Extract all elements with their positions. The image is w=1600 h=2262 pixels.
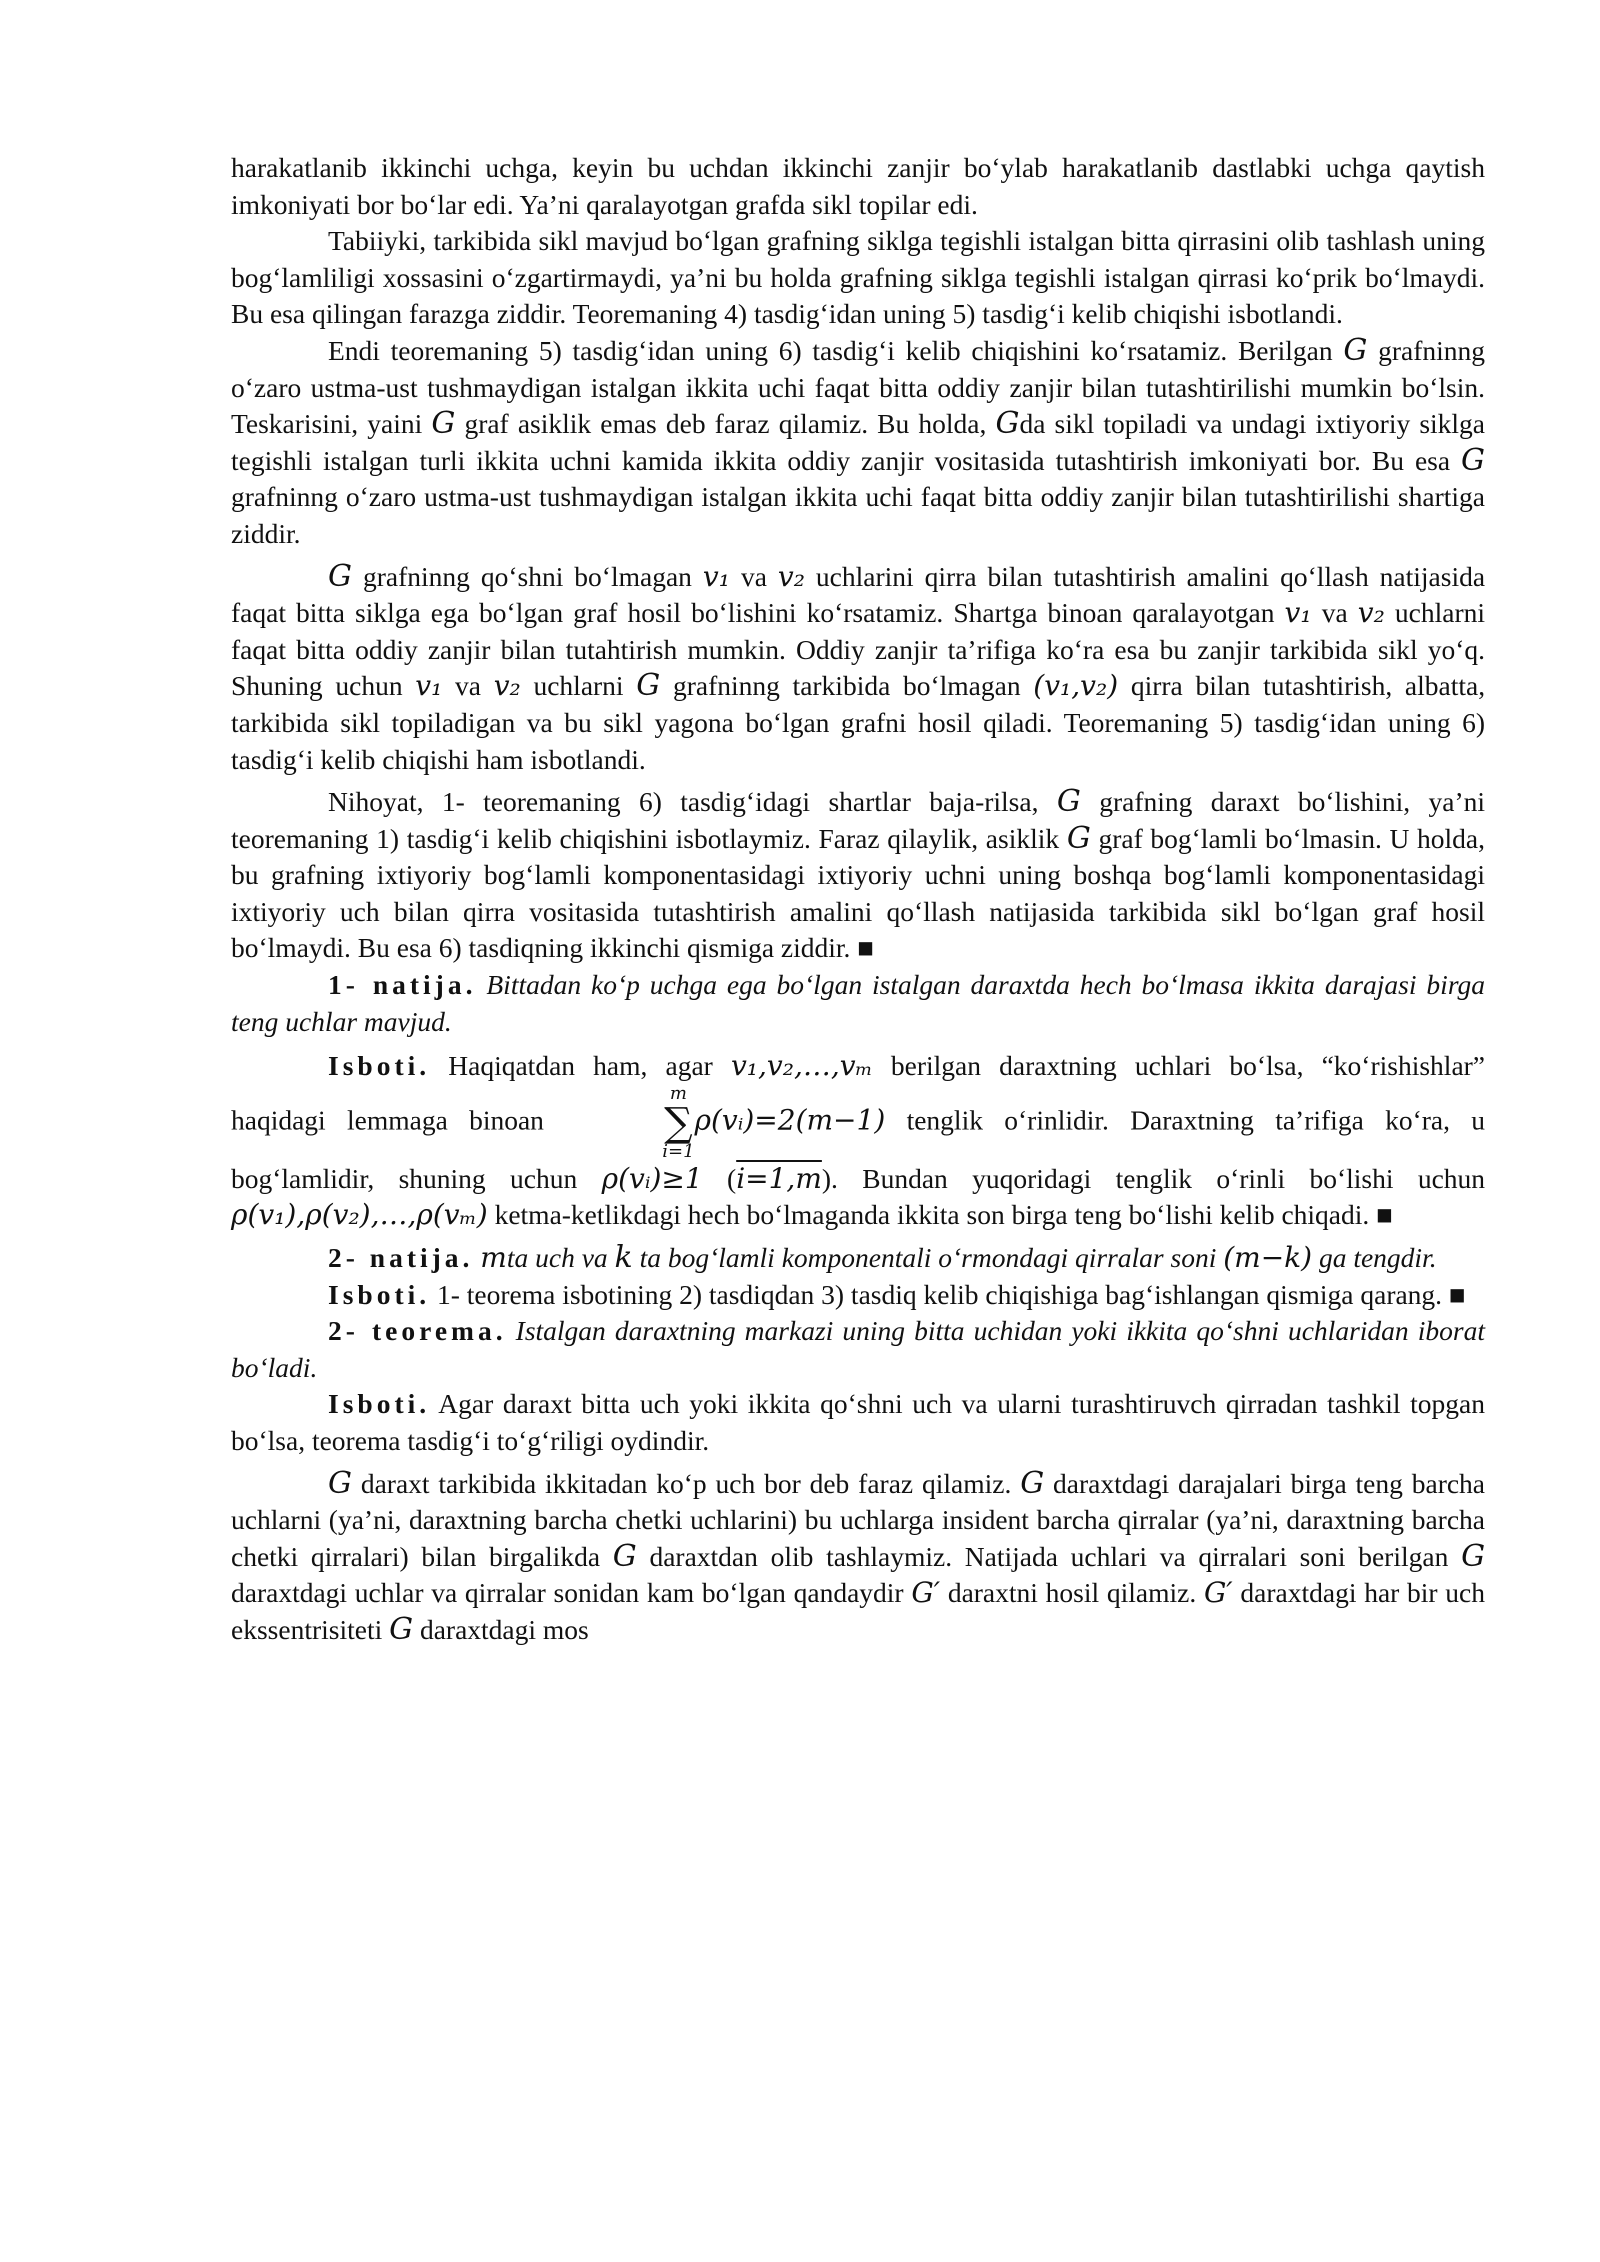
p6-text-d: daraxtdagi uchlar va qirralar sonidan kam bo‘lgan qandaydir <box>231 1577 904 1609</box>
proof-1-text-b: berilgan daraxtning uchlari bo‘lsa, <box>890 1050 1304 1082</box>
p4-text-d: va <box>1321 597 1348 629</box>
p4-text-g: uchlarni <box>533 670 624 702</box>
math-vertex-sequence: v₁,v₂,…,vₘ <box>730 1049 873 1083</box>
corollary-2-heading: 2- natija. <box>328 1242 474 1274</box>
theorem-2-statement: Istalgan daraxtning markazi uning bitta uchidan yoki ikkita qo‘shni uchlaridan iborat bo‘ladi. <box>231 1315 1485 1383</box>
paragraph-3 <box>231 333 1485 553</box>
paragraph-1: harakatlanib ikkinchi uchga, keyin bu uchdan ikkinchi zanjir bo‘ylab harakatlanib dastlabki uchga qaytish imkoniyati bor bo‘lar edi. Ya’ni qaralayotgan grafda sikl topilar edi. <box>231 152 1485 220</box>
proof-1-text-d: tenglik o‘rinlidir. Daraxtning ta’rifiga ko‘ra, u bog‘lamlidir, shuning uchun <box>231 1104 1486 1194</box>
proof-1-text-c: “ko‘rishishlar” haqidagi lemmaga binoan <box>231 1050 1486 1136</box>
math-v1: v₁ <box>702 559 730 593</box>
sum-sign: ∑ <box>664 1099 693 1146</box>
math-G: G <box>328 558 352 594</box>
p6-text-c: daraxtdan olib tashlaymiz. Natijada uchlari va qirralari soni berilgan <box>649 1540 1449 1572</box>
p6-text-b: daraxtdagi darajalari birga teng barcha uchlarni (ya’ni, daraxtning barcha chetki uchlarini) bu uchlarga insident barcha qirralar (ya’ni, daraxtning barcha chetki qirralari) bilan birgalikda <box>231 1467 1486 1572</box>
corollary-2-text-a: ta uch va <box>506 1242 608 1274</box>
p4-text-h: grafninng tarkibida bo‘lmagan <box>672 670 1021 702</box>
math-G: G <box>431 406 456 442</box>
p3-text-d: da sikl topiladi va undagi ixtiyoriy siklga tegishli istalgan turli ikkita uchni kamida ikkita oddiy zanjir vositasida tutashtirish imkoniyati bor. Bu esa <box>231 408 1486 476</box>
math-m-minus-k: (m−k) <box>1223 1241 1313 1275</box>
proof-3 <box>231 1386 1485 1459</box>
math-G: G <box>389 1611 414 1647</box>
math-edge-v1-v2: (v₁,v₂) <box>1033 669 1119 703</box>
proof-1-text-a: Haqiqatdan ham, agar <box>448 1050 713 1082</box>
p3-text-b: grafninng o‘zaro ustma-ust tushmaydigan istalgan ikkita uchi faqat bitta oddiy zanjir bilan tutashtirilishi mumkin bo‘lsin. Teskarisini, yaini <box>231 334 1485 440</box>
p4-text-a: grafninng qo‘shni bo‘lmagan <box>362 560 692 592</box>
math-G: G <box>995 406 1020 442</box>
theorem-2-heading: 2- teorema. <box>328 1315 507 1347</box>
p3-text-a: Endi teoremaning 5) tasdig‘idan uning 6) tasdig‘i kelib chiqishini ko‘rsatamiz. Berilgan <box>328 334 1333 366</box>
math-G-prime: G′ <box>1203 1576 1233 1610</box>
proof-1 <box>231 1048 1485 1234</box>
math-rho-sequence: ρ(v₁),ρ(v₂),…,ρ(vₘ) <box>231 1198 488 1232</box>
proof-3-heading: Isboti. <box>328 1388 431 1420</box>
math-degree-sum <box>565 1082 695 1162</box>
math-G: G <box>636 668 661 704</box>
math-m: m <box>480 1241 507 1275</box>
math-range-open: ( <box>727 1162 737 1194</box>
p6-text-e: daraxtni hosil qilamiz. <box>947 1577 1197 1609</box>
math-G: G <box>1020 1465 1045 1501</box>
math-G-prime: G′ <box>911 1576 941 1610</box>
proof-2 <box>231 1277 1485 1314</box>
corollary-1 <box>231 967 1485 1040</box>
corollary-2-text-b: ta bog‘lamli komponentali o‘rmondagi qirralar soni <box>639 1242 1217 1274</box>
p4-text-b: va <box>740 560 767 592</box>
proof-2-text: 1- teorema isbotining 2) tasdiqdan 3) tasdiq kelib chiqishiga bag‘ishlangan qismiga qarang. ■ <box>437 1278 1466 1310</box>
p5-text-a: Nihoyat, 1- teoremaning 6) tasdig‘idagi shartlar baja-rilsa, <box>328 786 1039 818</box>
document-page <box>231 150 1485 1649</box>
math-rho-ge-1: ρ(vᵢ)≥1 <box>601 1161 703 1195</box>
math-G: G <box>1343 332 1368 368</box>
math-v1: v₁ <box>1284 596 1312 630</box>
math-degree-sum-body: ρ(vᵢ)=2(m−1) <box>694 1103 886 1137</box>
sum-upper-limit: m <box>669 1082 687 1104</box>
theorem-2 <box>231 1313 1485 1386</box>
math-G: G <box>1461 1538 1486 1574</box>
math-G: G <box>1461 442 1486 478</box>
p4-text-e: uchlarni faqat bitta oddiy zanjir bilan tutahtirish mumkin. Oddiy zanjir ta’rifiga ko‘ra esa bu zanjir tarkibida sikl yo‘q. Shuning uchun <box>231 597 1485 702</box>
math-k: k <box>614 1240 633 1276</box>
paragraph-6 <box>231 1466 1485 1649</box>
p4-text-c: uchlarini qirra bilan tutashtirish amalini qo‘llash natijasida faqat bitta siklga ega bo‘lgan graf hosil bo‘lishini ko‘rsatamiz. Shartga binoan qaralayotgan <box>231 560 1486 629</box>
corollary-1-heading: 1- natija. <box>328 969 477 1001</box>
p6-text-f: daraxtdagi har bir uch ekssentrisiteti <box>231 1577 1486 1645</box>
proof-2-heading: Isboti. <box>328 1278 431 1310</box>
math-v2: v₂ <box>1357 596 1385 630</box>
math-v2: v₂ <box>777 559 805 593</box>
p6-text-a: daraxt tarkibida ikkitadan ko‘p uch bor deb faraz qilamiz. <box>360 1467 1012 1499</box>
p3-text-c: graf asiklik emas deb faraz qilamiz. Bu holda, <box>464 408 987 440</box>
corollary-2-text-c: ga tengdir. <box>1318 1242 1437 1274</box>
math-G: G <box>612 1538 637 1574</box>
math-index-range: i=1,m <box>736 1161 822 1195</box>
corollary-2 <box>231 1240 1485 1277</box>
p4-text-i: qirra bilan tutashtirish, albatta, tarkibida sikl topiladigan va bu sikl yagona bo‘lgan grafni hosil qiladi. Teoremaning 5) tasdig‘idan uning 6) tasdig‘i kelib chiqishi ham isbotlandi. <box>231 670 1486 775</box>
math-G: G <box>328 1465 352 1501</box>
proof-1-text-f: ketma-ketlikdagi hech bo‘lmaganda ikkita son birga teng bo‘lishi kelib chiqadi. ■ <box>494 1199 1393 1231</box>
proof-1-heading: Isboti. <box>328 1050 431 1082</box>
paragraph-4 <box>231 559 1485 779</box>
math-G: G <box>1066 820 1091 856</box>
proof-3-text: Agar daraxt bitta uch yoki ikkita qo‘shni uch va ularni turashtiruvch qirradan tashkil topgan bo‘lsa, teorema tasdig‘i to‘g‘riligi oydindir. <box>231 1388 1485 1456</box>
paragraph-5 <box>231 784 1485 967</box>
paragraph-2: Tabiiyki, tarkibida sikl mavjud bo‘lgan grafning siklga tegishli istalgan bitta qirrasini olib tashlash uning bog‘lamliligi xossasini o‘zgartirmaydi, ya’ni bu holda grafning siklga tegishli istalgan qirrasi ko‘prik bo‘lmaydi. Bu esa qilingan farazga ziddir. Teoremaning 4) tasdig‘idan uning 5) tasdig‘i kelib chiqishi isbotlandi. <box>231 225 1485 330</box>
p6-text-g: daraxtdagi mos <box>419 1613 589 1645</box>
sum-lower-limit: i=1 <box>662 1140 695 1162</box>
math-v2: v₂ <box>493 669 521 703</box>
p5-text-c: graf bog‘lamli bo‘lmasin. U holda, bu grafning ixtiyoriy bog‘lamli komponentasidagi ixtiyoriy uchni uning boshqa bog‘lamli komponentasidagi ixtiyoriy uch bilan qirra vositasida tutashtirish amalini qo‘llash natijasida tarkibida sikl bo‘lgan graf hosil bo‘lmaydi. Bu esa 6) tasdiqning ikkinchi qismiga ziddir. ■ <box>231 822 1486 964</box>
math-v1: v₁ <box>415 669 443 703</box>
p4-text-f: va <box>455 670 482 702</box>
p5-text-b: grafning daraxt bo‘lishini, ya’ni teoremaning 1) tasdig‘i kelib chiqishini isbotlaymiz. Faraz qilaylik, asiklik <box>231 786 1486 854</box>
p3-text-e: grafninng o‘zaro ustma-ust tushmaydigan istalgan ikkita uchi faqat bitta oddiy zanjir bilan tutashtirilishi shartiga ziddir. <box>231 481 1485 549</box>
math-G: G <box>1056 784 1081 820</box>
corollary-1-statement: Bittadan ko‘p uchga ega bo‘lgan istalgan daraxtda hech bo‘lmasa ikkita darajasi birga teng uchlar mavjud. <box>231 969 1485 1037</box>
proof-1-text-e: ). Bundan yuqoridagi tenglik o‘rinli bo‘lishi uchun <box>821 1162 1486 1194</box>
